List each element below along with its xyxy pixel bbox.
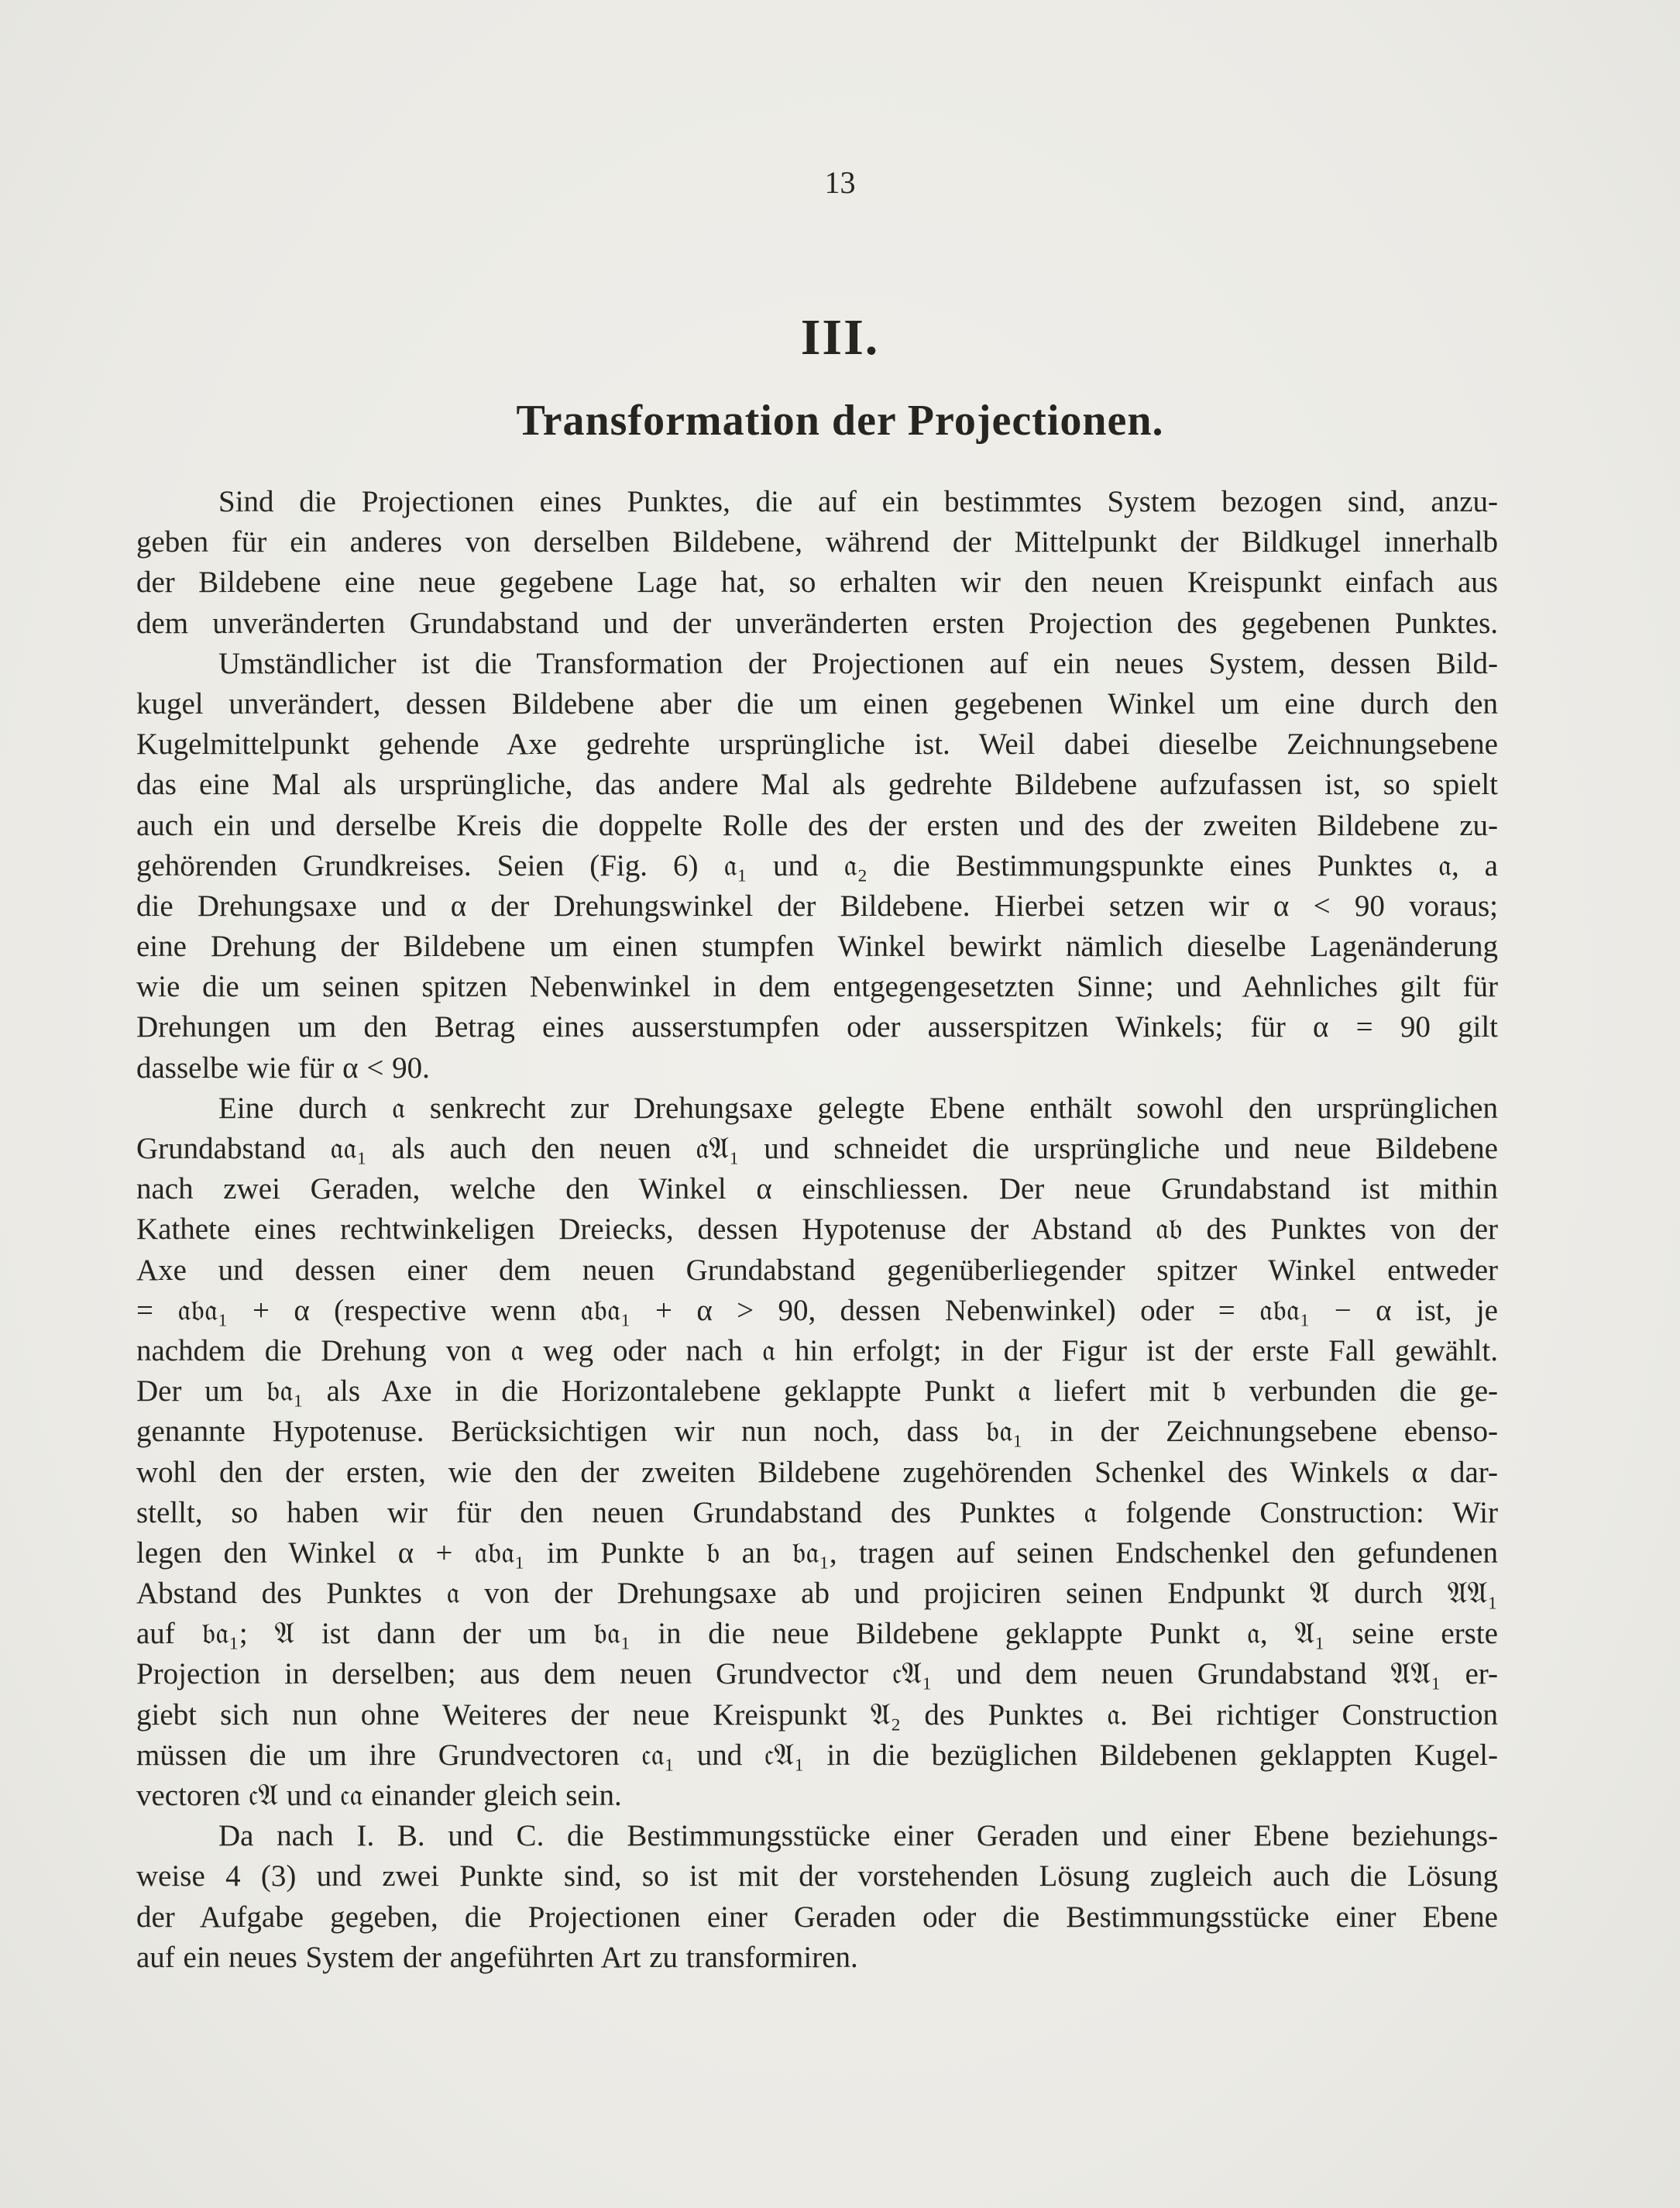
text-line: Kathete eines rechtwinkeligen Dreiecks, dessen Hypotenuse der Abstand 𝔞𝔟 des Punktes von der [136, 1212, 1498, 1247]
text-line: auf ein neues System der angeführten Art zu transformiren. [136, 1940, 858, 1974]
text-line: Eine durch 𝔞 senkrecht zur Drehungsaxe gelegte Ebene enthält sowohl den ursprünglichen [218, 1091, 1498, 1125]
text-line: Drehungen um den Betrag eines ausserstumpfen oder ausserspitzen Winkels; für α = 90 gilt [136, 1010, 1498, 1044]
text-line: Grundabstand 𝔞𝔞₁ als auch den neuen 𝔞𝔄₁ und schneidet die ursprüngliche und neue Bildebene [136, 1132, 1498, 1165]
paragraph-3 [136, 1089, 1498, 1816]
text-line: auch ein und derselbe Kreis die doppelte Rolle des der ersten und des der zweiten Bildebene zu- [136, 808, 1498, 842]
text-line: Der um 𝔟𝔞₁ als Axe in die Horizontalebene geklappte Punkt 𝔞 liefert mit 𝔟 verbunden die ge- [136, 1374, 1498, 1408]
paragraph-2 [136, 644, 1498, 1089]
section-title: Transformation der Projectionen. [516, 397, 1164, 445]
text-line: wohl den der ersten, wie den der zweiten Bildebene zugehörenden Schenkel des Winkels α dar- [136, 1455, 1498, 1489]
text-line: nach zwei Geraden, welche den Winkel α einschliessen. Der neue Grundabstand ist mithin [136, 1172, 1498, 1206]
text-line: das eine Mal als ursprüngliche, das andere Mal als gedrehte Bildebene aufzufassen ist, so spielt [136, 768, 1498, 802]
text-line: genannte Hypotenuse. Berücksichtigen wir nun noch, dass 𝔟𝔞₁ in der Zeichnungsebene ebenso- [136, 1415, 1498, 1449]
paragraph-4 [136, 1816, 1498, 1978]
paragraph-1 [136, 482, 1498, 644]
text-line: nachdem die Drehung von 𝔞 weg oder nach 𝔞 hin erfolgt; in der Figur ist der erste Fall gewählt. [136, 1333, 1498, 1367]
text-line: der Bildebene eine neue gegebene Lage hat, so erhalten wir den neuen Kreispunkt einfach aus [136, 566, 1498, 600]
text-line: dem unveränderten Grundabstand und der unveränderten ersten Projection des gegebenen Punktes. [136, 606, 1498, 640]
text-line: Abstand des Punktes 𝔞 von der Drehungsaxe ab und projiciren seinen Endpunkt 𝔄 durch 𝔄𝔄₁ [136, 1577, 1498, 1611]
text-line: Umständlicher ist die Transformation der Projectionen auf ein neues System, dessen Bild- [218, 646, 1498, 680]
text-line: gehörenden Grundkreises. Seien (Fig. 6) 𝔞₁ und 𝔞₂ die Bestimmungspunkte eines Punktes 𝔞, a [136, 848, 1498, 882]
text-line: giebt sich nun ohne Weiteres der neue Kreispunkt 𝔄₂ des Punktes 𝔞. Bei richtiger Construction [136, 1697, 1498, 1732]
text-line: eine Drehung der Bildebene um einen stumpfen Winkel bewirkt nämlich dieselbe Lagenänderung [136, 930, 1498, 964]
text-line: der Aufgabe gegeben, die Projectionen einer Geraden oder die Bestimmungsstücke einer Ebene [136, 1900, 1498, 1934]
page-number: 13 [824, 165, 856, 200]
text-line: stellt, so haben wir für den neuen Grundabstand des Punktes 𝔞 folgende Construction: Wir [136, 1495, 1498, 1529]
text-line: Axe und dessen einer dem neuen Grundabstand gegenüberliegender spitzer Winkel entweder [136, 1253, 1498, 1287]
text-line: auf 𝔟𝔞₁; 𝔄 ist dann der um 𝔟𝔞₁ in die neue Bildebene geklappte Punkt 𝔞, 𝔄₁ seine erste [136, 1617, 1498, 1651]
body-text [136, 482, 1498, 1978]
text-line: müssen die um ihre Grundvectoren 𝔠𝔞₁ und 𝔠𝔄₁ in die bezüglichen Bildebenen geklappten Kugel- [136, 1738, 1498, 1772]
text-line: weise 4 (3) und zwei Punkte sind, so ist mit der vorstehenden Lösung zugleich auch die Lösung [136, 1859, 1498, 1893]
chapter-numeral: III. [800, 309, 880, 366]
text-line: dasselbe wie für α < 90. [136, 1051, 430, 1085]
text-line: die Drehungsaxe und α der Drehungswinkel der Bildebene. Hierbei setzen wir α < 90 voraus; [136, 889, 1498, 923]
text-line: Projection in derselben; aus dem neuen Grundvector 𝔠𝔄₁ und dem neuen Grundabstand 𝔄𝔄₁ er- [136, 1657, 1498, 1691]
text-line: Kugelmittelpunkt gehende Axe gedrehte ursprüngliche ist. Weil dabei dieselbe Zeichnungsebene [136, 727, 1498, 762]
text-line: vectoren 𝔠𝔄 und 𝔠𝔞 einander gleich sein. [136, 1779, 622, 1812]
text-line: kugel unverändert, dessen Bildebene aber die um einen gegebenen Winkel um eine durch den [136, 686, 1498, 721]
text-line: = 𝔞𝔟𝔞₁ + α (respective wenn 𝔞𝔟𝔞₁ + α > 90, dessen Nebenwinkel) oder = 𝔞𝔟𝔞₁ − α ist, je [136, 1293, 1498, 1327]
text-line: wie die um seinen spitzen Nebenwinkel in dem entgegengesetzten Sinne; und Aehnliches gilt für [136, 970, 1498, 1004]
text-line: Da nach I. B. und C. die Bestimmungsstücke einer Geraden und einer Ebene beziehungs- [218, 1819, 1498, 1853]
text-line: legen den Winkel α + 𝔞𝔟𝔞₁ im Punkte 𝔟 an 𝔟𝔞₁, tragen auf seinen Endschenkel den gefundenen [136, 1536, 1498, 1570]
text-line: geben für ein anderes von derselben Bildebene, während der Mittelpunkt der Bildkugel innerhalb [136, 525, 1498, 559]
text-line: Sind die Projectionen eines Punktes, die auf ein bestimmtes System bezogen sind, anzu- [218, 485, 1498, 518]
